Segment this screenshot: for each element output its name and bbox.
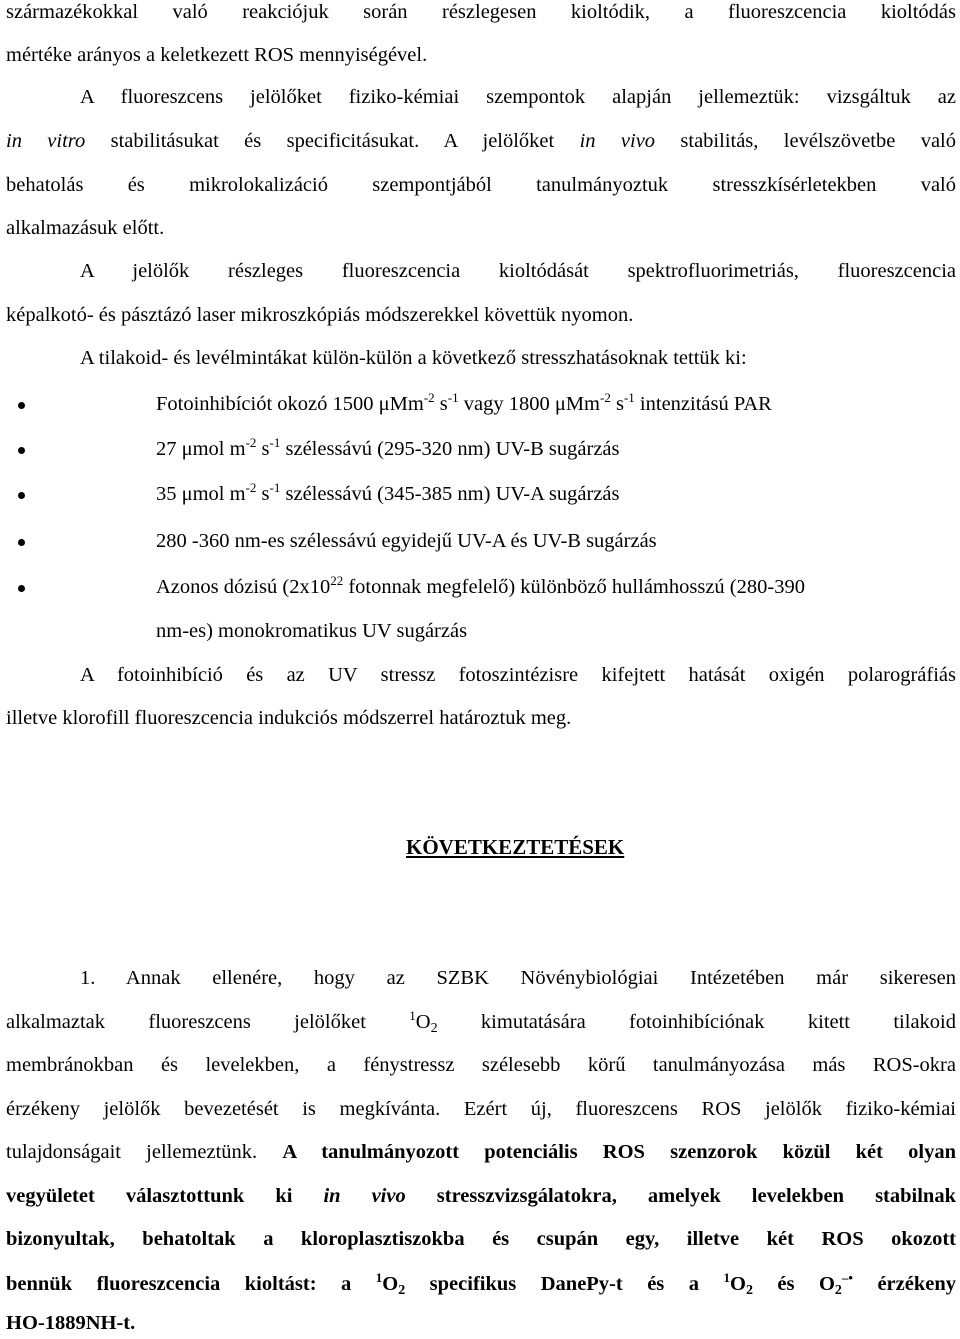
bullet-icon [6, 526, 36, 556]
text-line: tulajdonságait jellemeztünk. A tanulmányozott potenciális ROS szenzorok közül két olyan [6, 1141, 956, 1163]
text-line: bizonyultak, behatoltak a kloroplasztiszokba és csupán egy, illetve két ROS okozott [6, 1228, 956, 1250]
text-line: A jelölők részleges fluoreszcencia kioltódását spektrofluorimetriás, fluoreszcencia [80, 260, 956, 282]
bullet-icon [6, 479, 36, 509]
list-item [106, 479, 956, 509]
list-item-text: Azonos dózisú ($2x10^{22}$ fotonnak megfelelő) különböző hullámhosszú (280-390 [156, 573, 805, 598]
bullet-icon [6, 434, 36, 464]
text-line: alkalmazásuk előtt. [6, 217, 165, 239]
text-line: membránokban és levelekben, a fénystressz szélesebb körű tanulmányozása más ROS-okra [6, 1054, 956, 1076]
text-line: in vitro stabilitásukat és specificitásukat. A jelölőket in vivo stabilitás, levélszövetbe való [6, 130, 956, 152]
text-line: behatolás és mikrolokalizáció szempontjából tanulmányoztuk stresszkísérletekben való [6, 174, 956, 196]
text-line: 1. Annak ellenére, hogy az SZBK Növénybiológiai Intézetében már sikeresen [80, 967, 956, 989]
text-line: illetve klorofill fluoreszcencia indukciós módszerrel határoztuk meg. [6, 707, 572, 729]
text-line: vegyületet választottunk ki in vivo stresszvizsgálatokra, amelyek levelekben stabilnak [6, 1185, 956, 1207]
bullet-icon [6, 572, 36, 602]
text-line: érzékeny jelölők bevezetését is megkívánta. Ezért új, fluoreszcens ROS jelölők fiziko-kémiai [6, 1098, 956, 1120]
section-heading: KÖVETKEZTETÉSEK [406, 835, 625, 859]
list-item [106, 526, 956, 556]
list-item-text: 35 μmol $m^{-2}$ $s^{-1}$ szélessávú (345-385 nm) UV-A sugárzás [156, 480, 620, 505]
list-item-text: 280 -360 nm-es szélessávú egyidejű UV-A és UV-B sugárzás [156, 530, 657, 552]
list-item [106, 572, 956, 602]
text-line: alkalmaztak fluoreszcens jelölőket $^1O_2$ kimutatására fotoinhibíciónak kitett tilakoid [6, 1008, 956, 1036]
list-item-continuation [106, 616, 956, 646]
list-item-text: 27 μmol $m^{-2}$ $s^{-1}$ szélessávú (295-320 nm) UV-B sugárzás [156, 435, 620, 460]
list-item-text: nm-es) monokromatikus UV sugárzás [156, 620, 468, 642]
text-line: mértéke arányos a keletkezett ROS mennyiségével. [6, 44, 428, 66]
list-item-text: Fotoinhibíciót okozó 1500 μMm$^{-2}$ $s^{-1}$ vagy 1800 μMm$^{-2}$ $s^{-1}$ intenzitású PAR [156, 390, 772, 415]
text-line: A tilakoid- és levélmintákat külön-külön a következő stresszhatásoknak tettük ki: [80, 347, 747, 369]
list-item [106, 389, 956, 419]
text-line: HO-1889NH-t. [6, 1312, 136, 1334]
bullet-icon [6, 389, 36, 419]
list-item [106, 434, 956, 464]
text-line: származékokkal való reakciójuk során részlegesen kioltódik, a fluoreszcencia kioltódás [6, 1, 956, 23]
text-line: bennük fluoreszcencia kioltást: a $^1O_2$ specifikus DanePy-t és a $^1O_2$ és $O_2^{-•}$ érzékeny [6, 1270, 957, 1298]
text-line: A fotoinhibíció és az UV stressz fotoszintézisre kifejtett hatását oxigén polarográfiás [80, 664, 956, 686]
text-line: képalkotó- és pásztázó laser mikroszkópiás módszerekkel követtük nyomon. [6, 304, 634, 326]
text-line: A fluoreszcens jelölőket fiziko-kémiai szempontok alapján jellemeztük: vizsgáltuk az [80, 86, 956, 108]
